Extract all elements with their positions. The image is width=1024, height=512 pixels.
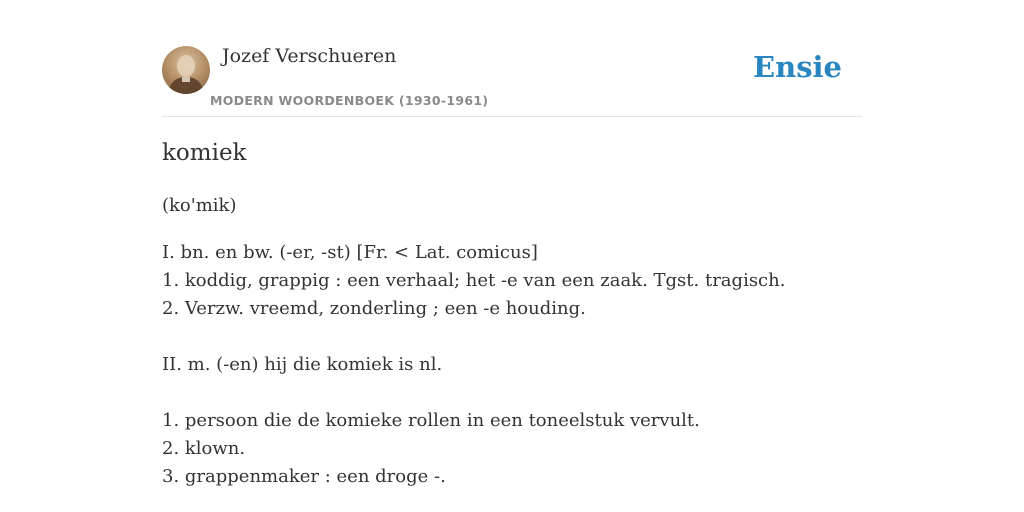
definition-spacer <box>162 379 862 407</box>
pronunciation: (ko'mik) <box>162 195 237 216</box>
author-name[interactable]: Jozef Verschueren <box>222 45 397 67</box>
definition-line: I. bn. en bw. (-er, -st) [Fr. < Lat. comicus] <box>162 242 538 263</box>
headword: komiek <box>162 140 247 166</box>
definition-spacer <box>162 323 862 351</box>
definition-line: II. m. (-en) hij die komiek is nl. <box>162 354 443 375</box>
header <box>162 0 862 117</box>
definition-line: 1. koddig, grappig : een verhaal; het -e van een zaak. Tgst. tragisch. <box>162 270 786 291</box>
page <box>162 0 862 512</box>
definition-line: 1. persoon die de komieke rollen in een toneelstuk vervult. <box>162 410 700 431</box>
definition <box>162 239 862 491</box>
portrait-icon <box>162 46 210 94</box>
source-label[interactable]: MODERN WOORDENBOEK (1930-1961) <box>210 93 489 108</box>
definition-line: 2. klown. <box>162 438 246 459</box>
brand-logo[interactable]: Ensie <box>753 50 842 84</box>
definition-line: 3. grappenmaker : een droge -. <box>162 466 446 487</box>
definition-line: 2. Verzw. vreemd, zonderling ; een -e houding. <box>162 298 586 319</box>
author-avatar[interactable] <box>162 46 210 94</box>
